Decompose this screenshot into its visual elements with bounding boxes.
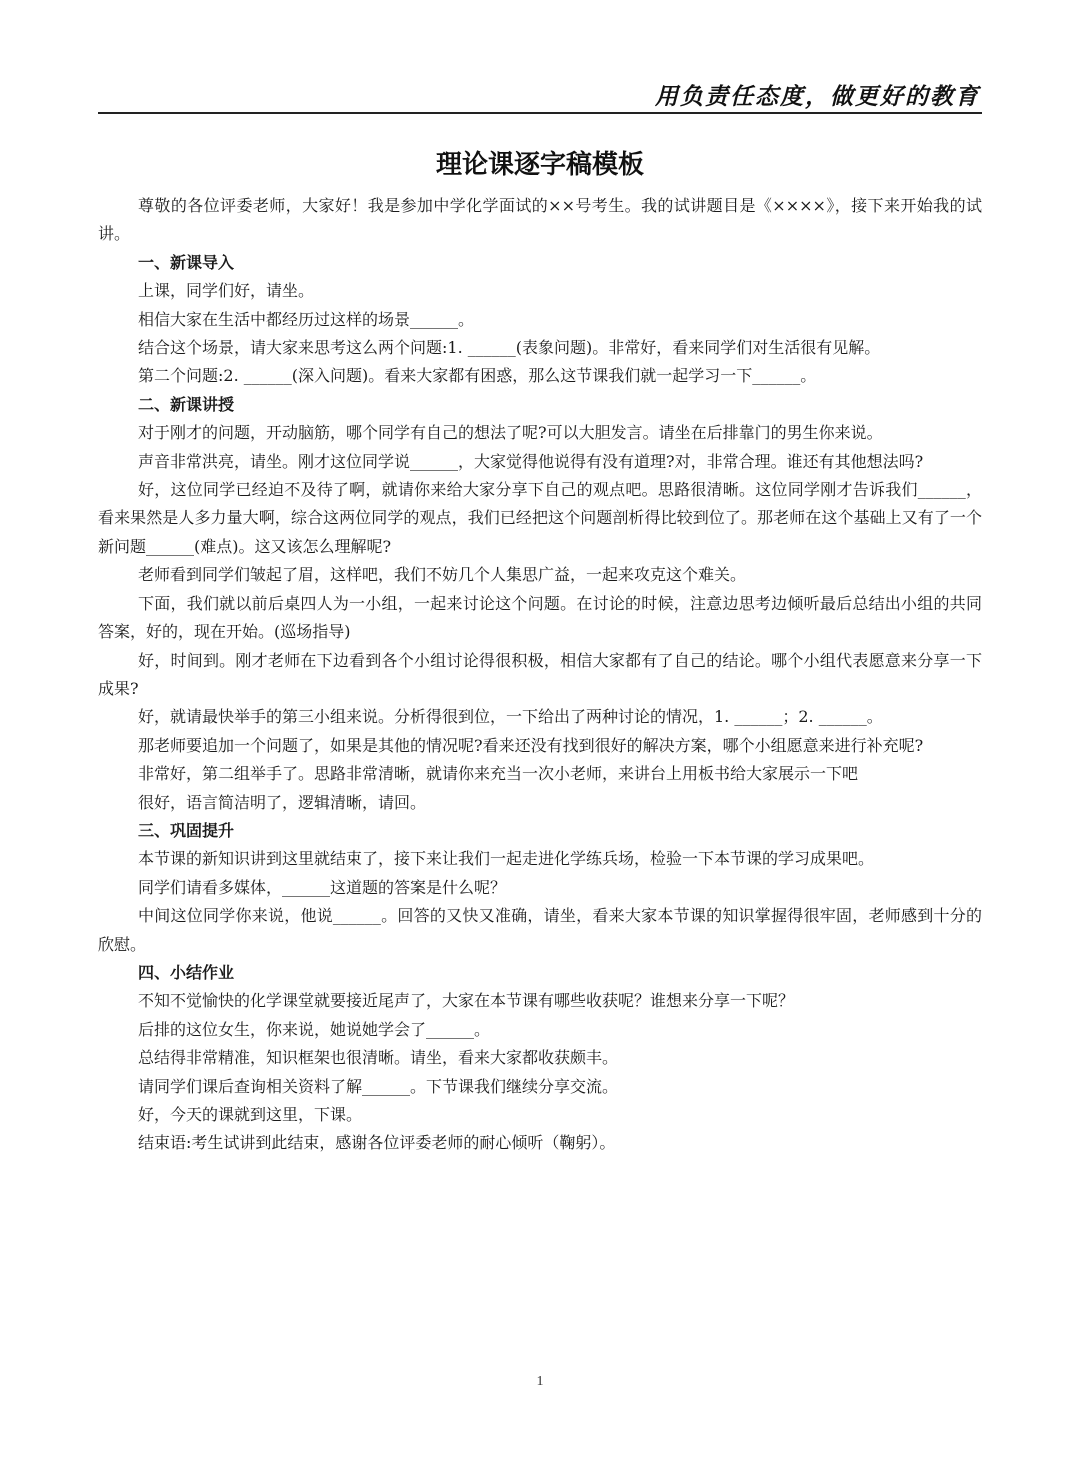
body-paragraph: 后排的这位女生，你来说，她说她学会了______。 — [138, 1019, 491, 1039]
section-heading: 二、新课讲授 — [138, 394, 235, 414]
page-number: 1 — [536, 1374, 544, 1389]
section-heading: 一、新课导入 — [138, 252, 235, 272]
page-title: 理论课逐字稿模板 — [435, 150, 644, 180]
section-heading: 三、巩固提升 — [138, 820, 235, 840]
body-paragraph: 中间这位同学你来说，他说______。回答的又快又准确，请坐，看来大家本节课的知识掌握得很牢固，老师感到十分的欣慰。 — [98, 906, 982, 954]
body-paragraph: 老师看到同学们皱起了眉，这样吧，我们不妨几个人集思广益，一起来攻克这个难关。 — [138, 565, 747, 585]
header-slogan: 用负责任态度，做更好的教育 — [655, 83, 980, 110]
body-paragraph: 结束语:考生试讲到此结束，感谢各位评委老师的耐心倾听（鞠躬）。 — [138, 1133, 616, 1153]
document-body — [98, 192, 982, 1158]
body-paragraph: 对于刚才的问题，开动脑筋，哪个同学有自己的想法了呢?可以大胆发言。请坐在后排靠门的男生你来说。 — [138, 423, 883, 443]
body-paragraph: 同学们请看多媒体，______这道题的答案是什么呢？ — [138, 877, 507, 897]
body-paragraph: 很好，语言简洁明了，逻辑清晰，请回。 — [138, 792, 427, 812]
body-paragraph: 上课，同学们好，请坐。 — [138, 281, 315, 301]
section-heading: 四、小结作业 — [138, 962, 235, 982]
body-paragraph: 好，就请最快举手的第三小组来说。分析得很到位，一下给出了两种讨论的情况，1. ______；2. ______。 — [138, 707, 883, 727]
body-paragraph: 声音非常洪亮，请坐。刚才这位同学说______，大家觉得他说得有没有道理?对，非常合理。谁还有其他想法吗? — [138, 451, 924, 471]
header-divider — [98, 112, 982, 114]
body-paragraph: 非常好，第二组举手了。思路非常清晰，就请你来充当一次小老师，来讲台上用板书给大家展示一下吧 — [138, 764, 859, 784]
body-paragraph: 请同学们课后查询相关资料了解______。下节课我们继续分享交流。 — [138, 1076, 619, 1096]
body-paragraph: 本节课的新知识讲到这里就结束了，接下来让我们一起走进化学练兵场，检验一下本节课的学习成果吧。 — [138, 849, 875, 869]
body-paragraph: 好，今天的课就到这里，下课。 — [138, 1105, 363, 1124]
body-paragraph: 第二个问题:2. ______(深入问题)。看来大家都有困惑，那么这节课我们就一起学习一下______。 — [138, 366, 817, 386]
body-paragraph: 好，这位同学已经迫不及待了啊，就请你来给大家分享下自己的观点吧。思路很清晰。这位同学刚才告诉我们______，看来果然是人多力量大啊，综合这两位同学的观点，我们已经把这个问题剖析得比较到位了。那老师在这个基础上又有了一个新问题______(难点)。这又该怎么理解呢? — [98, 480, 982, 556]
body-paragraph: 好，时间到。刚才老师在下边看到各个小组讨论得很积极，相信大家都有了自己的结论。哪个小组代表愿意来分享一下成果? — [98, 650, 982, 698]
body-paragraph: 总结得非常精准，知识框架也很清晰。请坐，看来大家都收获颇丰。 — [138, 1048, 619, 1068]
body-paragraph: 结合这个场景，请大家来思考这么两个问题:1. ______(表象问题)。非常好，看来同学们对生活很有见解。 — [138, 338, 881, 358]
body-paragraph: 下面，我们就以前后桌四人为一小组，一起来讨论这个问题。在讨论的时候，注意边思考边倾听最后总结出小组的共同答案，好的，现在开始。(巡场指导) — [98, 593, 982, 642]
body-paragraph: 不知不觉愉快的化学课堂就要接近尾声了，大家在本节课有哪些收获呢？谁想来分享一下呢？ — [138, 991, 795, 1011]
body-paragraph: 那老师要追加一个问题了，如果是其他的情况呢?看来还没有找到很好的解决方案，哪个小组愿意来进行补充呢? — [138, 735, 924, 755]
body-paragraph: 尊敬的各位评委老师，大家好！我是参加中学化学面试的××号考生。我的试讲题目是《××××》，接下来开始我的试讲。 — [98, 196, 982, 244]
body-paragraph: 相信大家在生活中都经历过这样的场景______。 — [138, 309, 475, 329]
